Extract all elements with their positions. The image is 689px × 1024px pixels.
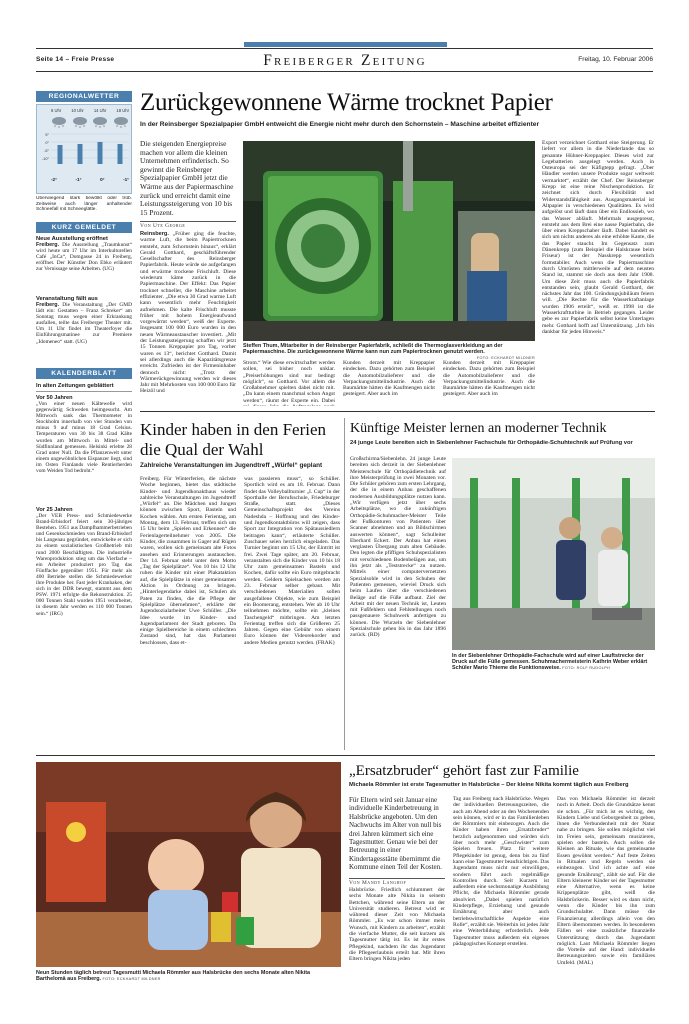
family-col-1: Halsbrücke. Friedlich schlummert der sechs Monate alte Nikita in seinem Bettchen, während seine Eltern an der Universität studieren. Betreut wird er während dieser Zeit von Michaela Römmler. „Es war schon immer mein Wunsch, mit Kindern zu arbeiten“, erzählt die vierfache Mutter, die seit kurzem als Tagesmutter tätig ist. Es ist ihr erstes Pflegekind, nachdem ihr das Jugendamt die Pflegeerlaubnis erteilt hat. Mit ihren Eltern bringen Nikita jeden [349, 887, 445, 963]
weather-temp-1: -2° [51, 177, 57, 182]
kurz-item-1-head: Neue Ausstellung eröffnet [36, 236, 108, 242]
weather-temp-2: -1° [75, 177, 82, 182]
family-byline: Von Mandy Langhof [349, 878, 445, 886]
meister-photo-credit: FOTO: ROLF RUDOLPH [562, 666, 610, 671]
lead-col-2: Strom.“ Wie diese erwirtschaftet werden sollen, sei bisher noch unklar. „Preiserhöhungen sind nur bedingt möglich“, so Gotthard. Vor allem die Großabnehmer spielten dabei nicht mit. „Da kann einem manchmal schon Angst werden“, räumt der Experte ein. Dabei [243, 360, 335, 404]
lead-col-3: Kunden derzeit mit Kreppapier eindecken. Dazu gehörten zum Beispiel die Automobilzulieferer und die Verpackungsmittelindustrie. Auch die Baumärkte hätten die Kaufmengen nicht gesteigert. Aber auch im [343, 360, 435, 398]
weather-y-tick: -5° [44, 149, 49, 153]
header-rule-bottom [36, 71, 653, 72]
kalender-item-1-head: Vor 50 Jahren [36, 395, 73, 401]
weather-y-tick: 5° [45, 133, 49, 137]
snow-cloud-icon [51, 116, 67, 128]
weather-time-2: 10 Uhr [71, 108, 84, 113]
lead-col-5: Export verzeichnet Gotthard eine Steigerung. Er liefert vor allem in die Niederlande das so genannte Hühner-Kreppapier. Dieses wird zur Legebatterien ausgelegt werden. Auch in Osteuropa sei der Käfigtepp gefragt. „Über Händler werden unsere Produkte sogar weltweit vermarktet“, erzählt der Chef. Der Reinsberger Krepp ist eine reine Nischenproduktion. Er zeichnet sich durch Flexibilität und Widerstandsfähigkeit aus. Ausgangsmaterial ist Altpapier in verschiedenen Qualitäten. Es wird aufgelöst und läuft dann über ein Endlossieb, wo das Wasser abläuft. Mehrmals ausgepresst, entsteht aus dem Brei eine nasse Papierbahn, die über einen Kreppschaber läuft. Dabei handelt es sich um nichts anderes als eine erhöhte Kante, die das Papier staucht. Im Gegensatz zum Dänenkrepp (zum Beispiel die Halskrause beim Friseur) ist der Nasskrepp wesentlich formstabiler. Auch wenn die Papiermaschine durch Umrüsten mittlerweile auf dem neusten Stand ist, stammt sie doch aus dem Jahr 1908. Um diese Zeit muss auch die Papierfabrik entstanden sein, glaubt Gerald Gotthard, der nächstes Jahr das 100. Gründungsjubiläum feiern will. „Die Rechte für die Wasserkraftanlage wurden 1906 erteilt“, weiß er. 1998 ist die Wasserkraftturbine in Betrieb gegangen. Leider gebe es zur Papierfabrik selbst keine Unterlagen mehr. Gotthard hofft auf Unterstützung. „Ich bin dankbar für jeden Hinweis.“ [542, 140, 654, 335]
ferien-col-2: was passieren muss“, so Schüller. Sportlich wird es am 18. Februar. Dann findet das Volleyballturnier „I. Cup“ in der Sporthalle der Berufsschule, Friedeburger Straße, statt. „Dieses Gemeinschaftsprojekt des Vereins Nadeshda – Hoffnung und des Kinder- und Jugendkontaktbüros will zeigen, dass Sport zur Integration von Spätaussiedlern beitragen kann“, erläuterte Schüller. Zuschauer seien herzlich eingeladen. Das Turnier beginnt um 15 Uhr, der Eintritt ist frei. Zwei Tage später, am 20. Februar, veranstalten sich die Kinder von 10 bis 18 Uhr zum gemeinsamen Basteln und Kochen, dafür sollte ein Euro mitgebracht werden. Geldern Spielsachen werden am 23. Februar selber gebaut. Mit verschiedenen Materialien sollen ausgefallene Objekte, wie zum Beispiel ein Boomerang, entstehen. Wer ab 10 Uhr teilnehmen möchte, sollte ein „kleines Taschengeld“ mitbringen. Am letzten Ferientag treffen sich die Größeren 25 Jahren. Gegen eine Gebühr von einem Euro können der Videorekorder und andere Medien genutzt werden. (FRAK) [244, 476, 340, 646]
weather-temp-3: 0° [100, 177, 105, 182]
kalender-title: KALENDERBLATT [36, 368, 132, 379]
lead-subtitle: In der Reinsberger Spezialpapier GmbH entweicht die Energie nicht mehr durch den Schornstein – Maschine arbeitet effizienter [140, 121, 540, 128]
meister-col-1: Großschirma/Siebenlehn. 24 junge Leute bereiten sich derzeit in der Siebenlehner Meisterschule für Orthopädietechnik auf ihre Meisterprüfung in zwei Monaten vor. Die Schüler gehören zum ersten Lehrgang, der die in einem Anbau geschaffenen modernen Ausbildungsplätze nutzen kann. „Wir verfügen jetzt über sechs Arbeitsplätze, wo die zukünftigen Orthopädie-Schuhmacher-Meister Teile der Fußkonturen von Patienten über Scanner abnehmen und an Bildschirmen auswerten können“, sagt Schulleiter Eberhard Eckert. Der Anbau hat einen verglasten Übergang zum alten Gebäude. Den legten die pfiffigen Schuhspezialisten mit verschiedenen Bodenbelägen aus, um ihn jetzt als „Teststrecke“ zu nutzen. Mittels einer computervernetzten Spezialsohle wird in den Schuhen der Patienten gemessen, wieviel Druck sich beim Laufen über die verschiedenen Beläge auf die Füße aufbaut. Ziel der Arbeit mit der neuen Technik ist, Leuten mit Fußfehlern und Fehlstellungen noch passgenauere Schuhwerk anfertigen zu können. Die Wurzeln der Siebenlehner Spezialschule gehen bis in das Jahr 1896 zurück. (RD) [350, 456, 446, 639]
weather-time-1: 6 Uhr [51, 108, 62, 113]
weather-time-3: 14 Uhr [93, 108, 107, 113]
orthopedic-workshop-photo [452, 458, 655, 650]
lead-col-1: Reinsberg. „Früher ging die feuchte, warme Luft, die beim Papiertrocknen entsteht, zum Schornstein hinaus“, erklärt Gerald Gotthard, geschäftsführender Gesellschafter des Reinsberger Papierfabrik. Heute würde sie aufgefangen und erwärme trockene Frischluft. Diese wiederum käme zurück in die Papiermaschine. Der Effekt: Das Papier trocknet schneller, die Maschine arbeitet effizienter. „Die etwa 30 Grad warme Luft kann wesentlich mehr Feuchtigkeit aufnehmen. Die kalte Frischluft musste früher mit hohem Energieaufwand vorgewärmt werden“, weiß der Experte. Insgesamt 100 000 Euro wurden in den neuen Wärmeaustauscher investiert. „Mit der Leistungssteigerung schaffen wir jetzt 15 Tonnen Kreppapier pro Tag, vorher waren es 13“, berichtet Gotthard. Damit sei allerdings auch die Kapazitätsgrenze erreicht. Zufrieden ist der Firmeninhaber dennoch nicht: „Trotz der Wärmerückgewinnung werden wir dieses Jahr mit Mehrkosten von 100 000 Euro für Heizöl und [140, 231, 236, 395]
lead-photo-caption: Steffen Thum, Mitarbeiter in der Reinsberger Papierfabrik, schließt die Thermoglasverkleidung an der Papiermaschine. Die zurückgewonnene Wärme kann nun zum Papiertrocknen genutzt werden. FOTO: ECKHARDT MILDNER [243, 343, 535, 361]
section-rule-1 [140, 411, 655, 412]
family-photo-caption: Neun Stunden täglich betreut Tagesmutti Michaela Römmler aus Halsbrücke den sechs Monate alten Nikita Barthelomä aus Freiberg. FOTO: ECKHARDT MILDNER [36, 970, 310, 983]
paper-name: Freiberger Zeitung [263, 52, 427, 69]
kurz-item-2: Freiberg. Die Veranstaltung „Der GMD lädt ein: Gestatten – Franz Schreker“ am Sonntag muss wegen einer Erkrankung ausfallen, teilte das Freiberger Theater mit. Um 11 Uhr findet im Theaterfoyer die Einführungsmatinee zur Premiere „Idomeneo“ statt. (UG) [36, 302, 132, 345]
page-date: Freitag, 10. Februar 2006 [578, 56, 653, 63]
weather-widget [36, 104, 132, 194]
page-label: Seite 14 – Freie Presse [36, 56, 115, 63]
family-col-2: Tag aus Freiberg nach Halsbrücke. Wegen der individuellen Betreuungszeiten, die auch am Abend oder an den Wochenenden sein können, wird er in das Familienleben der Römmlers mit einbezogen. Auch die Kinder haben ihren „Ersatzbruder“ herzlich aufgenommen und würden sich über noch mehr „Geschwister“ zum Spielen freuen. Platz für weitere Pflegekinder ist genug, denn bis zu fünf kann eine Tagesmutter beaufsichtigen. Das Jugendamt muss nicht nur einwilligen, sondern führt auch regelmäßige Kontrollen durch. Seit Kurzem ist außerdem eine sechsmonatige Ausbildung Pflicht, die Michaela Römmler gerade absolviert. „Dabei spielen natürlich Kinderpflege, Erziehung und gesunde Ernährung aber auch betriebswirtschaftliche Aspekte eine Rolle“, erzählt sie. Weiterhin ist jedes Jahr eine Weiterbildung erforderlich. Jede Tagesmutter muss außerdem ein eigenes pädagogisches Konzept erstellen. [453, 796, 549, 947]
ferien-col-1: Freiberg. Für Winterferien, die nächste Woche beginnen, bietet das städtische Kinder- und Jugendkonakthaus wieder zahlreiche Veranstaltungen im Jugendtreff „Würfel“ an. Die Mädchen und Jungen können zwischen Sport, Basteln und Kochen wählen. Am ersten Ferientag, am Montag, dem 13. Februar, treffen sich um 15 Uhr beim „Spielen und Erkennen“ die Ferienlagerteilnehmer von 2005. Die Kinder, die zusammen in Gager auf Rügen waren, wollen sich gemeinsam alte Fotos ansehen und Erinnerungen austauschen. Der 14. Februar steht unter dem Motto „Tag der Spielplätze“. Von 10 bis 12 Uhr ruhen die Kinder mit einer Plakataktion auf, die Spielplätze in einer gemeinsamen Aktion in Ordnung zu bringen. „Hinterlegendarke dabei ist, Schulen als Paten zu finden, die die Pflege der Spielplätze übernehmen“, erklärte der Jugendsozialarbeiter Uwe Schüller. „Die Idee wurde im Kinder- und Jugendparlament der Stadt geboren. Da einige Spielbereiche in einem schlechten Zustand sind, hat das Parlament beschlossen, dass et- [140, 476, 236, 646]
lead-intro: Die steigenden Energiepreise machen vor allem die kleinen Unternehmen erfinderisch. So gewinnt die Reinsberger Spezialpapier GmbH jetzt die Wärme aus der Papiermaschine zurück und erreicht damit eine Leistungssteigerung von 10 bis 15 Prozent. [140, 140, 234, 217]
kalender-heading: In alten Zeitungen geblättert [36, 383, 114, 389]
snow-cloud-icon [72, 116, 88, 128]
lead-byline: Von Ute George [140, 221, 236, 229]
kalender-item-2: „Der VEB Press- und Schmiedewerke Brand-Erbisdorf feiert sein 30-jähriges Bestehen. 1951 aus Dampfhammerbetrieben und Gesenkschmieden von Brand-Erbisdorf bis Langenau gegründet, entwickelte er sich zu einem sozialistischen Großbetrieb mit rund 2000 Beschäftigten. Die industrielle Warenproduktion stieg um das Vierfache – ein Arbeiter produziert pro Tag das Fünffache gegenüber 1951. Für mehr als 400 Betriebe stellen die Schmiedewerker ihre Produkte her. Fast jeder Kranhaken, der sich in der DDR bewegt, stammt aus dem PSW. 1971 erfolgte die Rekonstruktion. 25 000 Tonnen Stahl wurden 1951 verarbeitet, in diesem Jahr werden es 110 000 Tonnen sein.“ (IRG) [36, 513, 132, 617]
family-subtitle: Michaela Römmler ist erste Tagesmutter in Halsbrücke – Der kleine Nikita kommt täglich aus Freiberg [349, 782, 629, 788]
paper-machine-photo [243, 141, 535, 341]
kurz-item-1: Freiberg. Die Ausstellung „Traumkunst“ wird heute um 17 Uhr im Interkulturellen Café „InCa“, Domgasse 24 in Freiberg, eröffnet. Der Künstler Don Ebko erläutert zur Vernissage seine Arbeiten. (UG) [36, 242, 132, 273]
family-intro: Für Eltern wird seit Januar eine individuelle Kinderbetreuung in Halsbrücke angeboten. Um den Nachwuchs im Alter von null bis drei Jahren kümmert sich eine Tagesmutter. Genau wie bei der Betreuung in einer Kindertagesstätte übernimmt die Kommune einen Teil der Kosten. [349, 796, 442, 872]
ferien-subtitle: Zahlreiche Veranstaltungen im Jugendtreff „Würfel“ geplant [140, 462, 323, 469]
meister-photo-caption: In der Siebenlehner Orthopädie-Fachschule wird auf einer Lauftstrecke der Druck auf die Füße gemessen. Schuhmachermeisterin Kathrin Weber erklärt Schüler Mario Thieme die Funktionsweise. FOTO: ROLF RUDOLPH [452, 653, 648, 672]
snow-cloud-icon [92, 116, 108, 128]
temperature-plot [51, 131, 129, 165]
family-col-3: Das von Michaela Römmler ist derzeit noch in Arbeit. Doch die Grundsätze kennt sie schon. „Für mich ist es wichtig, den Kindern Liebe und Geborgenheit zu geben, ihnen die Verbundenheit mit der Natur nahe zu bringen. Sie sollen möglichst viel im Freien sein, gemeinsam musizieren, spielen oder basteln. Auch sollen die Kleinen an Rituale, wie das gemeinsame Essen gewöhnt werden.“ Auf feste Zeiten in Ritualen und Regeln werden sie einbezogen. Und ich achte auf eine gesunde Ernährung“, zählt sie auf. Für die Eltern kleinerer Kinder sei der Tagesmutter eine Alternative, wenn es keine Krippenplätze gibt, weiß die Halsbrückerin. Besser wird es dann nicht, wenn die Kinder bis ihn zum Grundschulalter. Dann müsse die Finanzierung allerdings allein von den Eltern übernommen werden. In besonderen Fällen sei eine zusätzliche finanzielle Unterstützung durch das Jugendamt möglich. Laut Michaela Römmler liegen die Vorteile auf der Hand: individuelle Betreuungszeiten sowie ein familiäres Umfeld. (MAL) [557, 796, 655, 966]
weather-title: REGIONALWETTER [36, 91, 132, 102]
weather-time-4: 18 Uhr [116, 108, 129, 113]
kurz-item-2-head: Veranstaltung fällt aus [36, 296, 98, 302]
lead-col-4: Kunden derzeit mit Kreppapier eindecken. Dazu gehörten zum Beispiel die Automobilzulieferer und die Verpackungsmittelindustrie. Auch die Baumärkte hätten die Kaufmengen nicht gesteigert. Aber auch im [443, 360, 535, 398]
ferien-headline: Kinder haben in den Ferien die Qual der Wahl [140, 420, 326, 459]
lead-photo-credit: FOTO: ECKHARDT MILDNER [476, 356, 535, 361]
family-photo-credit: FOTO: ECKHARDT MILDNER [102, 977, 161, 982]
meister-headline: Künftige Meister lernen an moderner Technik [350, 421, 607, 436]
column-rule [344, 418, 345, 750]
snow-cloud-icon [113, 116, 129, 128]
header-rule-top [36, 48, 653, 49]
weather-y-tick: -10° [41, 157, 49, 161]
kurz-title: KURZ GEMELDET [36, 222, 132, 233]
kalender-item-2-head: Vor 25 Jahren [36, 507, 73, 513]
section-rule-2 [36, 755, 655, 756]
tagesmutter-photo [36, 762, 341, 967]
family-headline: „Ersatzbruder“ gehört fast zur Familie [349, 763, 579, 779]
weather-temp-4: -1° [123, 177, 129, 182]
weather-text: Überwiegend stark bewölkt oder trüb. Zeitweise auch länger anhaltender Schneefall mit Schneeglätte. [36, 196, 132, 213]
lead-headline: Zurückgewonnene Wärme trocknet Papier [140, 89, 553, 116]
sidebar [36, 91, 132, 763]
header-accent-bar [244, 42, 447, 47]
weather-y-tick: 0° [45, 141, 49, 145]
meister-subtitle: 24 junge Leute bereiten sich in Siebenlehner Fachschule für Orthopädie-Schuhtechnik auf Prüfung vor [350, 440, 633, 446]
kalender-item-1: „Von einer neuen Kältewelle wird gegenwärtig Schweden heimgesucht. Am Mittwoch sank das Thermometer in Stockholm innerhalb von vier Stunden von minus 9 auf minus 18 Grad Celsius. Temperaturen von 30 bis 38 Grad Kälte wurden am Mittwoch in Mittel- und Südfinnland gemessen. Helsinki erlebte 28 Grad unter Null. Da die Pflanzenwelt unter einem ungewöhnlichen Eispanzer liegt, sind im Osten Finnlands viele Rentierherden vom Weiden Tod bedroht.“ [36, 401, 132, 475]
